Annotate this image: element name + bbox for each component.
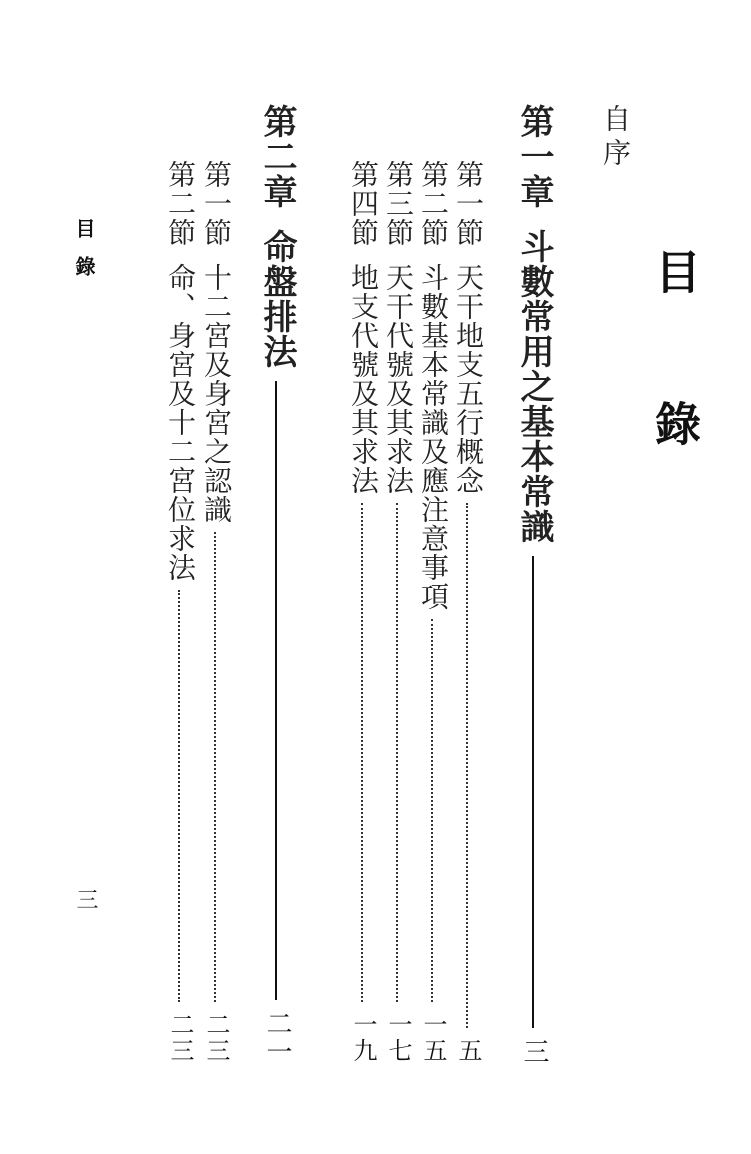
chapter-number: 第二章 <box>257 104 297 209</box>
dotted-leader <box>361 503 365 1002</box>
folio-page-number: 三 <box>73 888 98 910</box>
section-number: 第一節 <box>452 160 485 247</box>
dotted-leader <box>431 619 435 1002</box>
dotted-leader <box>396 503 400 1002</box>
chapter-title: 斗數常用之基本常識 <box>514 229 554 544</box>
chapter-leader-line <box>532 556 536 1028</box>
chapter-title: 命盤排法 <box>257 229 297 369</box>
page-number: 五 <box>454 1038 482 1064</box>
toc-section-1-4[interactable] <box>346 160 380 1064</box>
preface-entry[interactable]: 自序 <box>599 104 632 172</box>
toc-chapter-1[interactable] <box>514 104 554 1066</box>
section-number: 第二節 <box>164 160 197 247</box>
toc-section-1-1[interactable] <box>451 160 485 1064</box>
section-number: 第二節 <box>417 160 450 247</box>
section-title: 十二宮及身宮之認識 <box>200 263 233 524</box>
section-number: 第四節 <box>347 160 380 247</box>
section-number: 第一節 <box>200 160 233 247</box>
section-title: 地支代號及其求法 <box>347 263 380 495</box>
page-number: 一五 <box>419 1012 447 1064</box>
dotted-leader <box>214 532 218 1002</box>
dotted-leader <box>178 590 182 1002</box>
toc-chapter-2[interactable] <box>257 104 297 1066</box>
section-title: 天干地支五行概念 <box>452 263 485 495</box>
toc-section-2-2[interactable] <box>163 160 197 1064</box>
running-head: 目錄 <box>72 218 96 294</box>
section-title: 斗數基本常識及應注意事項 <box>417 263 450 611</box>
dotted-leader <box>466 503 470 1028</box>
page-number: 二三 <box>202 1012 230 1064</box>
section-number: 第三節 <box>382 160 415 247</box>
page-title: 目 錄 <box>648 248 702 476</box>
toc-section-1-2[interactable] <box>416 160 450 1064</box>
chapter-leader-line <box>275 381 279 1000</box>
page-number: 一七 <box>384 1012 412 1064</box>
section-title: 天干代號及其求法 <box>382 263 415 495</box>
toc-section-1-3[interactable] <box>381 160 415 1064</box>
page-number: 三 <box>519 1038 549 1066</box>
page-number: 一九 <box>349 1012 377 1064</box>
page-number: 二三 <box>166 1012 194 1064</box>
chapter-number: 第一章 <box>514 104 554 209</box>
toc-section-2-1[interactable] <box>199 160 233 1064</box>
page-number: 二一 <box>262 1010 292 1066</box>
section-title: 命、身宮及十二宮位求法 <box>164 263 197 582</box>
